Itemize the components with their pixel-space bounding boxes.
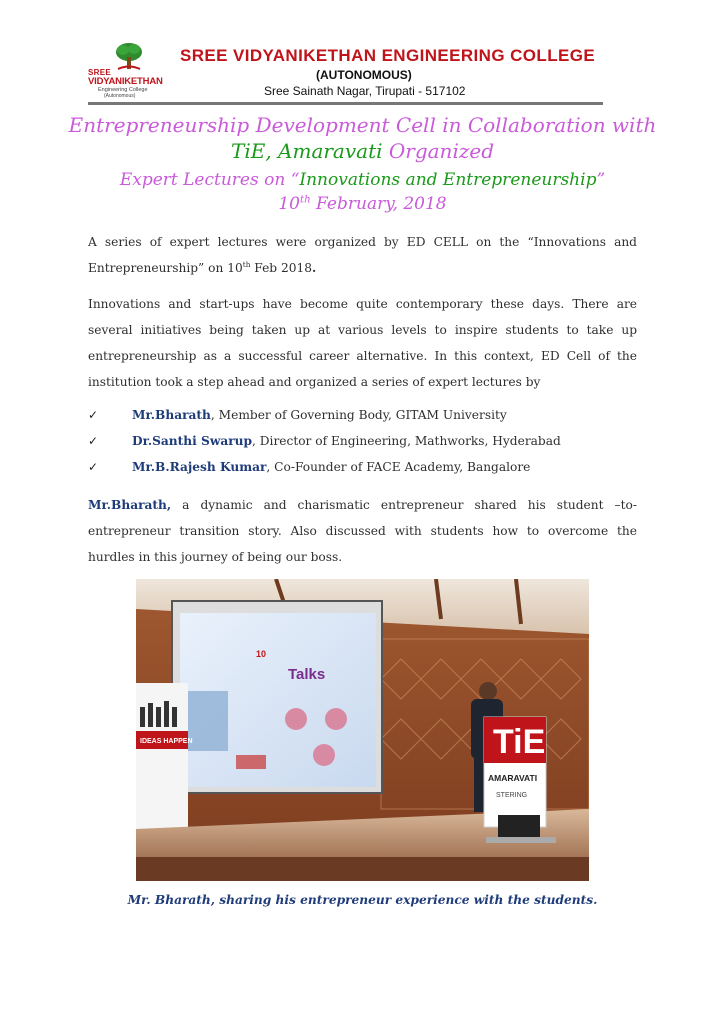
- photo-caption: Mr. Bharath, sharing his entrepreneur experience with the students.: [127, 893, 598, 907]
- list-item: [88, 402, 648, 428]
- date-day: 10: [278, 194, 300, 214]
- logo-text-sub: Engineering College: [98, 87, 148, 93]
- intro-text: A series of expert lectures were organized by ED CELL on the “Innovations and Entrepreneurship” on 10: [88, 235, 637, 275]
- event-date: [0, 194, 725, 214]
- screen-number: 10: [256, 649, 267, 659]
- checkmark-icon: ✓: [88, 434, 99, 448]
- list-item: [88, 454, 648, 480]
- title-line-2: [0, 139, 725, 163]
- speaker-story: a dynamic and charismatic entrepreneur shared his student –to-entrepreneur transition story. Also discussed with students how to overcome the hurdles in this journey of being our boss.: [88, 498, 637, 564]
- org-name: TiE, Amaravati: [230, 139, 383, 163]
- speaker-text: [132, 428, 561, 454]
- speaker-role: , Director of Engineering, Mathworks, Hyderabad: [252, 434, 561, 448]
- podium-city: AMARAVATI: [488, 773, 538, 783]
- screen-title: Talks: [288, 666, 326, 683]
- paragraph-context: Innovations and start-ups have become quite contemporary these days. There are several initiatives being taken up at various levels to inspire students to take up entrepreneurship as a successful career alternative. In this context, ED Cell of the institution took a step ahead and organized a series of expert lectures by: [88, 297, 637, 389]
- speaker-name: Mr.B.Rajesh Kumar: [132, 460, 267, 474]
- logo-text-sub2: (Autonomous): [104, 93, 136, 99]
- date-rest: February, 2018: [310, 194, 447, 214]
- speaker-list: [88, 402, 648, 480]
- lecture-topic: Innovations and Entrepreneurship: [299, 170, 597, 190]
- logo-text-top: SREE: [88, 68, 111, 77]
- college-address: Sree Sainath Nagar, Tirupati - 517102: [264, 84, 466, 98]
- intro-sup: th: [242, 259, 251, 269]
- title-suffix: ”: [596, 170, 606, 190]
- speaker-name-inline: Mr.Bharath,: [88, 498, 172, 512]
- photo-illustration: [136, 579, 589, 881]
- event-photo: [136, 579, 589, 881]
- letterhead: [88, 40, 633, 104]
- speaker-text: [132, 454, 530, 480]
- speaker-name: Mr.Bharath: [132, 408, 211, 422]
- podium-tag: STERING: [496, 792, 528, 799]
- speaker-role: , Co-Founder of FACE Academy, Bangalore: [266, 460, 531, 474]
- intro-end: Feb 2018: [250, 261, 312, 275]
- title-line-3: [0, 170, 725, 190]
- checkmark-icon: ✓: [88, 460, 99, 474]
- title-prefix: Expert Lectures on “: [119, 170, 300, 190]
- checkmark-icon: ✓: [88, 408, 99, 422]
- list-item: [88, 428, 648, 454]
- tree-logo-icon: [112, 42, 146, 72]
- logo-text-main: VIDYANIKETHAN: [88, 76, 163, 87]
- college-logo: [88, 42, 168, 98]
- banner-text: IDEAS HAPPEN: [140, 738, 193, 745]
- title-line-1: Entrepreneurship Development Cell in Collaboration with: [68, 113, 657, 137]
- podium-logo: TiE: [493, 723, 546, 761]
- college-name: SREE VIDYANIKETHAN ENGINEERING COLLEGE: [180, 46, 596, 65]
- speaker-role: , Member of Governing Body, GITAM University: [210, 408, 507, 422]
- header-divider: [88, 102, 603, 105]
- paragraph-intro: [88, 229, 637, 281]
- speaker-text: [132, 402, 507, 428]
- paragraph-speaker: [88, 492, 637, 570]
- intro-dot: .: [311, 261, 317, 275]
- date-suffix: th: [300, 194, 311, 206]
- speaker-name: Dr.Santhi Swarup: [132, 434, 253, 448]
- title-organized: Organized: [382, 139, 495, 163]
- college-status: (AUTONOMOUS): [316, 68, 412, 82]
